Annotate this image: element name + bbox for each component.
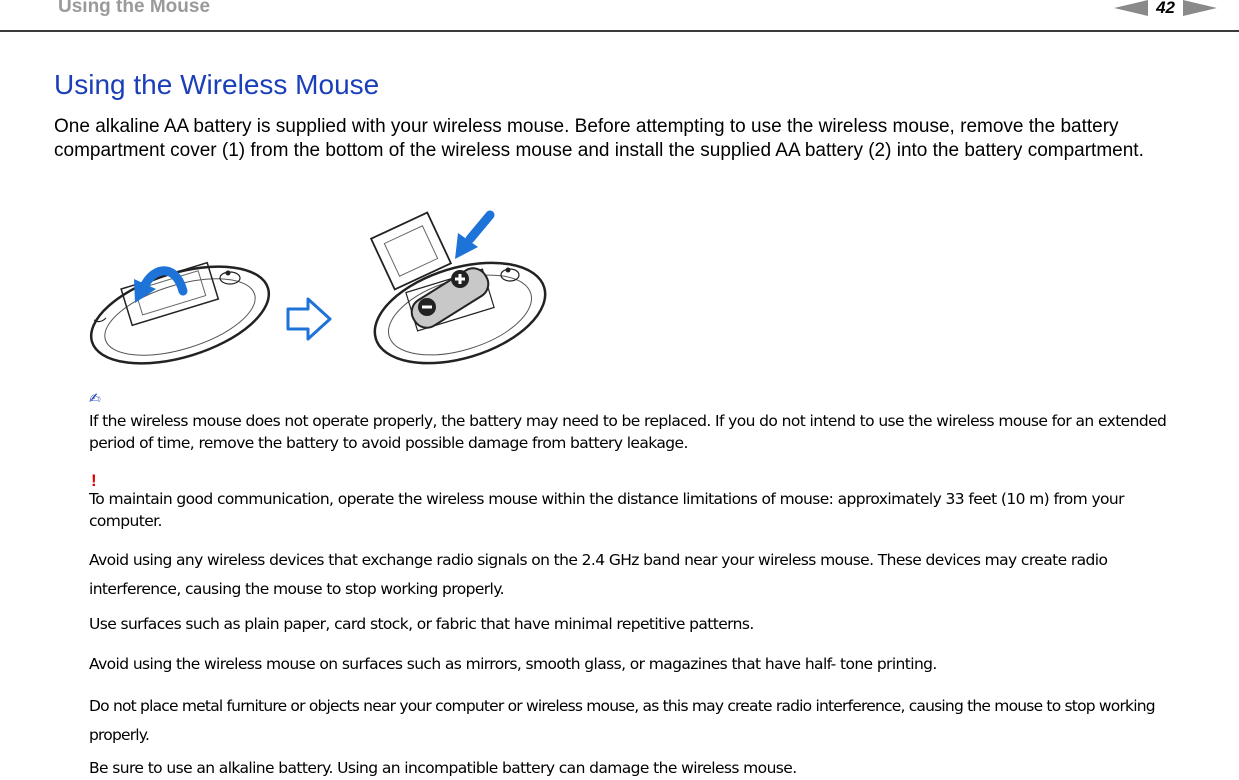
page-navigation: [1114, 0, 1217, 18]
lift-cover-arrow-icon: [134, 271, 183, 303]
paragraph-radio-interference: Avoid using any wireless devices that exchange radio signals on the 2.4 GHz band near your wireless mouse. These devices may create radio interference, causing the mouse to stop working properly.: [89, 551, 1108, 598]
warning-text: To maintain good communication, operate the wireless mouse within the distance limitations of mouse: approximately 33 feet (10 m) from your computer.: [89, 490, 1124, 530]
insert-battery-arrow-icon: [455, 215, 490, 259]
mouse-bottom-cover-illustration: [80, 248, 280, 380]
battery-installation-illustration: [80, 195, 580, 380]
paragraph-surfaces: Use surfaces such as plain paper, card stock, or fabric that have minimal repetitive patterns.: [89, 615, 754, 633]
next-page-icon[interactable]: [1183, 0, 1217, 16]
header-divider: [0, 30, 1239, 32]
warning-icon: !: [91, 471, 97, 490]
paragraph-alkaline-battery: Be sure to use an alkaline battery. Using an incompatible battery can damage the wireless mouse.: [89, 759, 797, 777]
battery-icon: [406, 263, 493, 333]
paragraph-reflective-surfaces: Avoid using the wireless mouse on surfaces such as mirrors, smooth glass, or magazines that have half- tone printing.: [89, 655, 937, 673]
note-icon: ✍: [89, 390, 101, 406]
page-title: Using the Wireless Mouse: [54, 69, 380, 100]
header-section-title: Using the Mouse: [58, 0, 211, 17]
intro-paragraph: One alkaline AA battery is supplied with your wireless mouse. Before attempting to use the wireless mouse, remove the battery compartment cover (1) from the bottom of the wireless mouse and install the supplied AA battery (2) into the battery compartment.: [54, 116, 1144, 161]
page-number: 42: [1156, 0, 1175, 17]
note-text: If the wireless mouse does not operate properly, the battery may need to be replaced. If you do not intend to use the wireless mouse for an extended period of time, remove the battery to avoid possible damage from battery leakage.: [89, 412, 1167, 452]
paragraph-metal-objects: Do not place metal furniture or objects near your computer or wireless mouse, as this may create radio interference, causing the mouse to stop working properly.: [89, 697, 1155, 744]
step-arrow-icon: [288, 299, 330, 339]
previous-page-icon[interactable]: [1114, 0, 1148, 16]
